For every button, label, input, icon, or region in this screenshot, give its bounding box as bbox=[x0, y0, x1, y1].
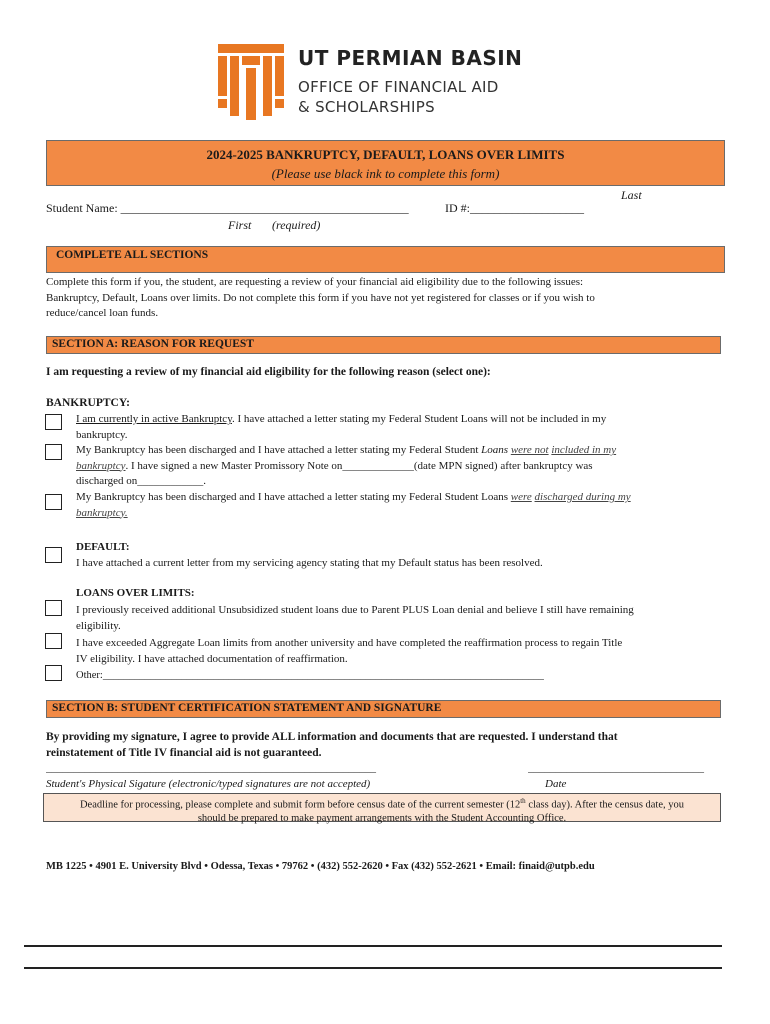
default-text: I have attached a current letter from my servicing agency stating that my Default status has been resolved. bbox=[76, 556, 543, 569]
logo-title: UT PERMIAN BASIN bbox=[298, 46, 523, 70]
bk2-bankruptcy: bankruptcy bbox=[76, 459, 126, 472]
deadline-line2: should be prepared to make payment arrangements with the Student Accounting Office. bbox=[197, 812, 567, 824]
loans-unsubsidized-checkbox[interactable] bbox=[45, 600, 62, 616]
default-label: DEFAULT bbox=[76, 541, 126, 553]
complete-text-line2: Bankruptcy, Default, Loans over limits. Do not complete this form if you have not yet registered for classes or if you wish to bbox=[46, 291, 595, 304]
default-checkbox[interactable] bbox=[45, 547, 62, 563]
form-subtitle: (Please use black ink to complete this form) bbox=[271, 166, 500, 181]
bk3-discharged: discharged during my bbox=[534, 491, 631, 503]
utpb-logo-mark-icon bbox=[218, 44, 284, 120]
lol1-line2: eligibility. bbox=[76, 619, 121, 632]
lol1-line1: I previously received additional Unsubsidized student loans due to Parent PLUS Loan denial and believe I still have remaining bbox=[76, 604, 634, 616]
complete-sections-heading: COMPLETE ALL SECTIONS bbox=[56, 249, 209, 261]
bk2-text: My Bankruptcy has been discharged and I have attached a letter stating my Federal Student bbox=[76, 444, 482, 456]
bottom-rule-1 bbox=[24, 945, 722, 947]
last-name-label: Last bbox=[621, 188, 642, 202]
bk3-bankruptcy: bankruptcy. bbox=[76, 506, 128, 519]
lol2-line1: I have exceeded Aggregate Loan limits from another university and have completed the reaffirmation process to regain Title bbox=[76, 637, 623, 649]
student-name-field[interactable]: Student Name: ________________________________________________ bbox=[46, 201, 409, 215]
loans-option-2 bbox=[76, 636, 726, 667]
required-label: (required) bbox=[272, 218, 321, 232]
bk2-were-not: were not bbox=[510, 444, 549, 456]
bottom-rule-2 bbox=[24, 967, 722, 969]
first-name-label: First bbox=[228, 218, 252, 232]
logo-subtitle-line1: OFFICE OF FINANCIAL AID bbox=[298, 78, 499, 96]
form-title: 2024-2025 BANKRUPTCY, DEFAULT, LOANS OVER LIMITS bbox=[206, 147, 565, 162]
lol2-line2: IV eligibility. I have attached documentation of reaffirmation. bbox=[76, 652, 348, 665]
bk2-loans: Loans bbox=[481, 444, 509, 456]
utpb-logo bbox=[218, 44, 284, 120]
bankruptcy-option-1 bbox=[76, 412, 726, 443]
bankruptcy-discharged-not-included-checkbox[interactable] bbox=[45, 444, 62, 460]
loans-option-1 bbox=[76, 603, 726, 634]
other-field[interactable]: Other:____________________________________________________________________________________ bbox=[76, 670, 544, 681]
deadline-sup: th bbox=[520, 797, 526, 805]
logo-subtitle-line2: & SCHOLARSHIPS bbox=[298, 98, 435, 116]
complete-text-line1: Complete this form if you, the student, are requesting a review of your financial aid eligibility due to the following issues: bbox=[46, 276, 584, 288]
deadline-text-b: class day). After the census date, you bbox=[525, 799, 685, 811]
deadline-box bbox=[43, 793, 721, 822]
default-option: DEFAULT: I have attached a current letter from my servicing agency stating that my Default status has been resolved. bbox=[76, 540, 726, 571]
section-a-intro: I am requesting a review of my financial aid eligibility for the following reason (select one): bbox=[46, 366, 491, 378]
other-checkbox[interactable] bbox=[45, 665, 62, 681]
bankruptcy-option-2 bbox=[76, 443, 726, 490]
bankruptcy-option-3 bbox=[76, 490, 726, 521]
bk1-line2: bankruptcy. bbox=[76, 428, 128, 441]
bk1-rest: . I have attached a letter stating my Federal Student Loans will not be included in my bbox=[231, 413, 607, 425]
bk2-line2: . I have signed a new Master Promissory Note on_____________(date MPN signed) after bankruptcy was bbox=[125, 459, 593, 472]
bk2-line3: discharged on____________. bbox=[76, 475, 206, 487]
bankruptcy-discharged-included-checkbox[interactable] bbox=[45, 494, 62, 510]
deadline-text-a: Deadline for processing, please complete and submit form before census date of the current semester (12 bbox=[79, 799, 521, 811]
complete-sections-text bbox=[46, 275, 726, 322]
bankruptcy-heading: BANKRUPTCY: bbox=[46, 397, 130, 409]
statement-line1: By providing my signature, I agree to provide ALL information and documents that are requested. I understand that bbox=[46, 731, 618, 743]
footer-address: MB 1225 • 4901 E. University Blvd • Odessa, Texas • 79762 • (432) 552-2620 • Fax (432) 552-2621 • Email: finaid@utpb.edu bbox=[46, 861, 595, 872]
signature-line[interactable]: ____________________________________________________________ bbox=[46, 762, 376, 774]
signature-label: Student's Physical Sigature (electronic/typed signatures are not accepted) bbox=[46, 778, 371, 790]
section-a-heading: SECTION A: REASON FOR REQUEST bbox=[52, 338, 254, 350]
bk3-text: My Bankruptcy has been discharged and I have attached a letter stating my Federal Student Loans bbox=[76, 491, 511, 503]
date-line[interactable]: ________________________________ bbox=[528, 762, 704, 774]
bk2-included: included in my bbox=[551, 444, 617, 456]
student-id-field[interactable]: ID #:___________________ bbox=[445, 201, 584, 215]
bk3-were: were bbox=[510, 491, 532, 503]
bankruptcy-active-checkbox[interactable] bbox=[45, 414, 62, 430]
section-b-heading: SECTION B: STUDENT CERTIFICATION STATEMENT AND SIGNATURE bbox=[52, 702, 442, 714]
bankruptcy-label: BANKRUPTCY bbox=[46, 397, 127, 409]
statement-line2: reinstatement of Title IV financial aid is not guaranteed. bbox=[46, 747, 322, 759]
loans-aggregate-checkbox[interactable] bbox=[45, 633, 62, 649]
bk1-underlined: I am currently in active Bankruptcy bbox=[76, 413, 232, 425]
complete-text-line3: reduce/cancel loan funds. bbox=[46, 307, 159, 319]
certification-statement bbox=[46, 729, 726, 761]
date-label: Date bbox=[545, 778, 567, 790]
loans-over-limits-heading: LOANS OVER LIMITS: bbox=[76, 587, 195, 599]
